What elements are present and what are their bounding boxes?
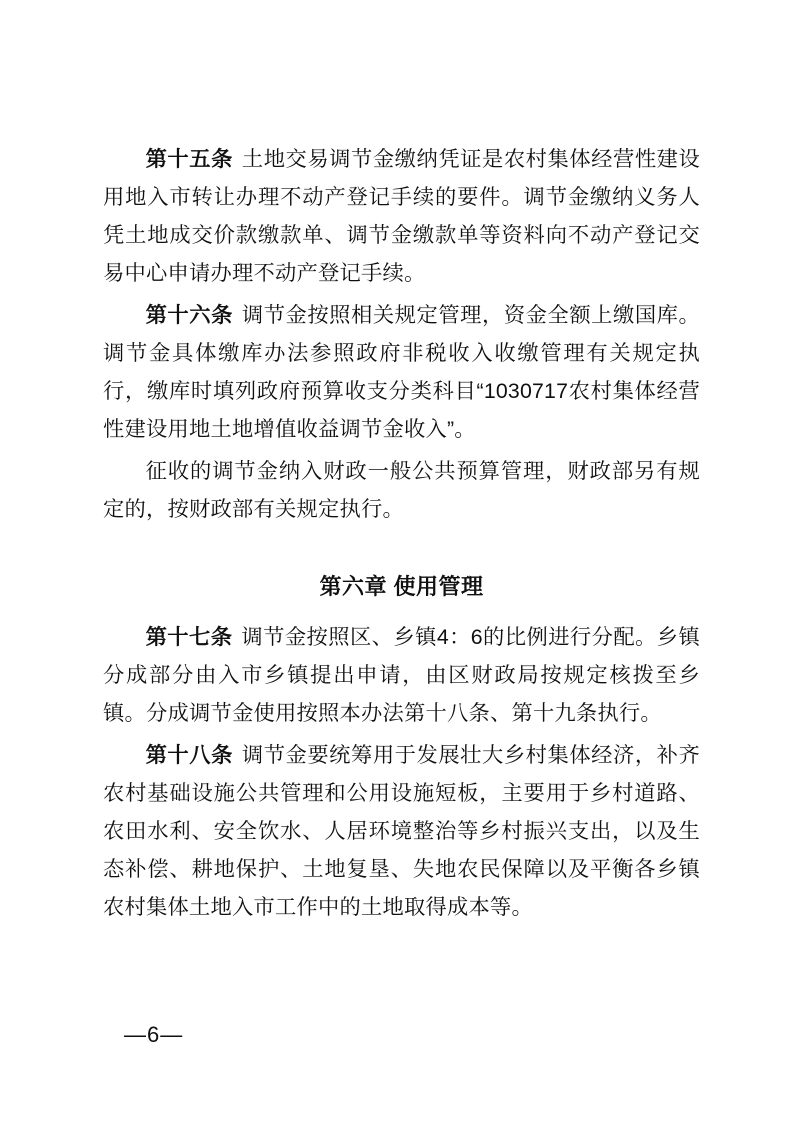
article-17-body: 调节金按照区、乡镇4：6的比例进行分配。乡镇分成部分由入市乡镇提出申请，由区财政局按规定核拨至乡镇。分成调节金使用按照本办法第十八条、第十九条执行。 (103, 625, 700, 725)
article-18-number: 第十八条 (145, 743, 233, 767)
page-number: —6— (124, 1022, 184, 1047)
fiscal-provision-paragraph (103, 452, 700, 528)
article-15-paragraph (103, 140, 700, 292)
article-15-body: 土地交易调节金缴纳凭证是农村集体经营性建设用地入市转让办理不动产登记手续的要件。调节金缴纳义务人凭土地成交价款缴款单、调节金缴款单等资料向不动产登记交易中心申请办理不动产登记手续。 (103, 147, 700, 285)
article-16-number: 第十六条 (145, 303, 233, 327)
article-16-paragraph (103, 296, 700, 448)
fiscal-provision-body: 征收的调节金纳入财政一般公共预算管理，财政部另有规定的，按财政部有关规定执行。 (103, 459, 700, 521)
article-15-number: 第十五条 (145, 147, 233, 171)
article-17-paragraph (103, 618, 700, 732)
document-text-block (103, 140, 700, 930)
article-17-number: 第十七条 (145, 625, 233, 649)
chapter-heading: 第六章 使用管理 (319, 574, 484, 599)
article-18-body: 调节金要统筹用于发展壮大乡村集体经济，补齐农村基础设施公共管理和公用设施短板，主要用于乡村道路、农田水利、安全饮水、人居环境整治等乡村振兴支出，以及生态补偿、耕地保护、土地复垦、失地农民保障以及平衡各乡镇农村集体土地入市工作中的土地取得成本等。 (103, 743, 700, 919)
article-18-paragraph (103, 736, 700, 926)
article-16-body: 调节金按照相关规定管理，资金全额上缴国库。调节金具体缴库办法参照政府非税收入收缴管理有关规定执行，缴库时填列政府预算收支分类科目“1030717农村集体经营性建设用地土地增值收益调节金收入”。 (103, 303, 700, 441)
